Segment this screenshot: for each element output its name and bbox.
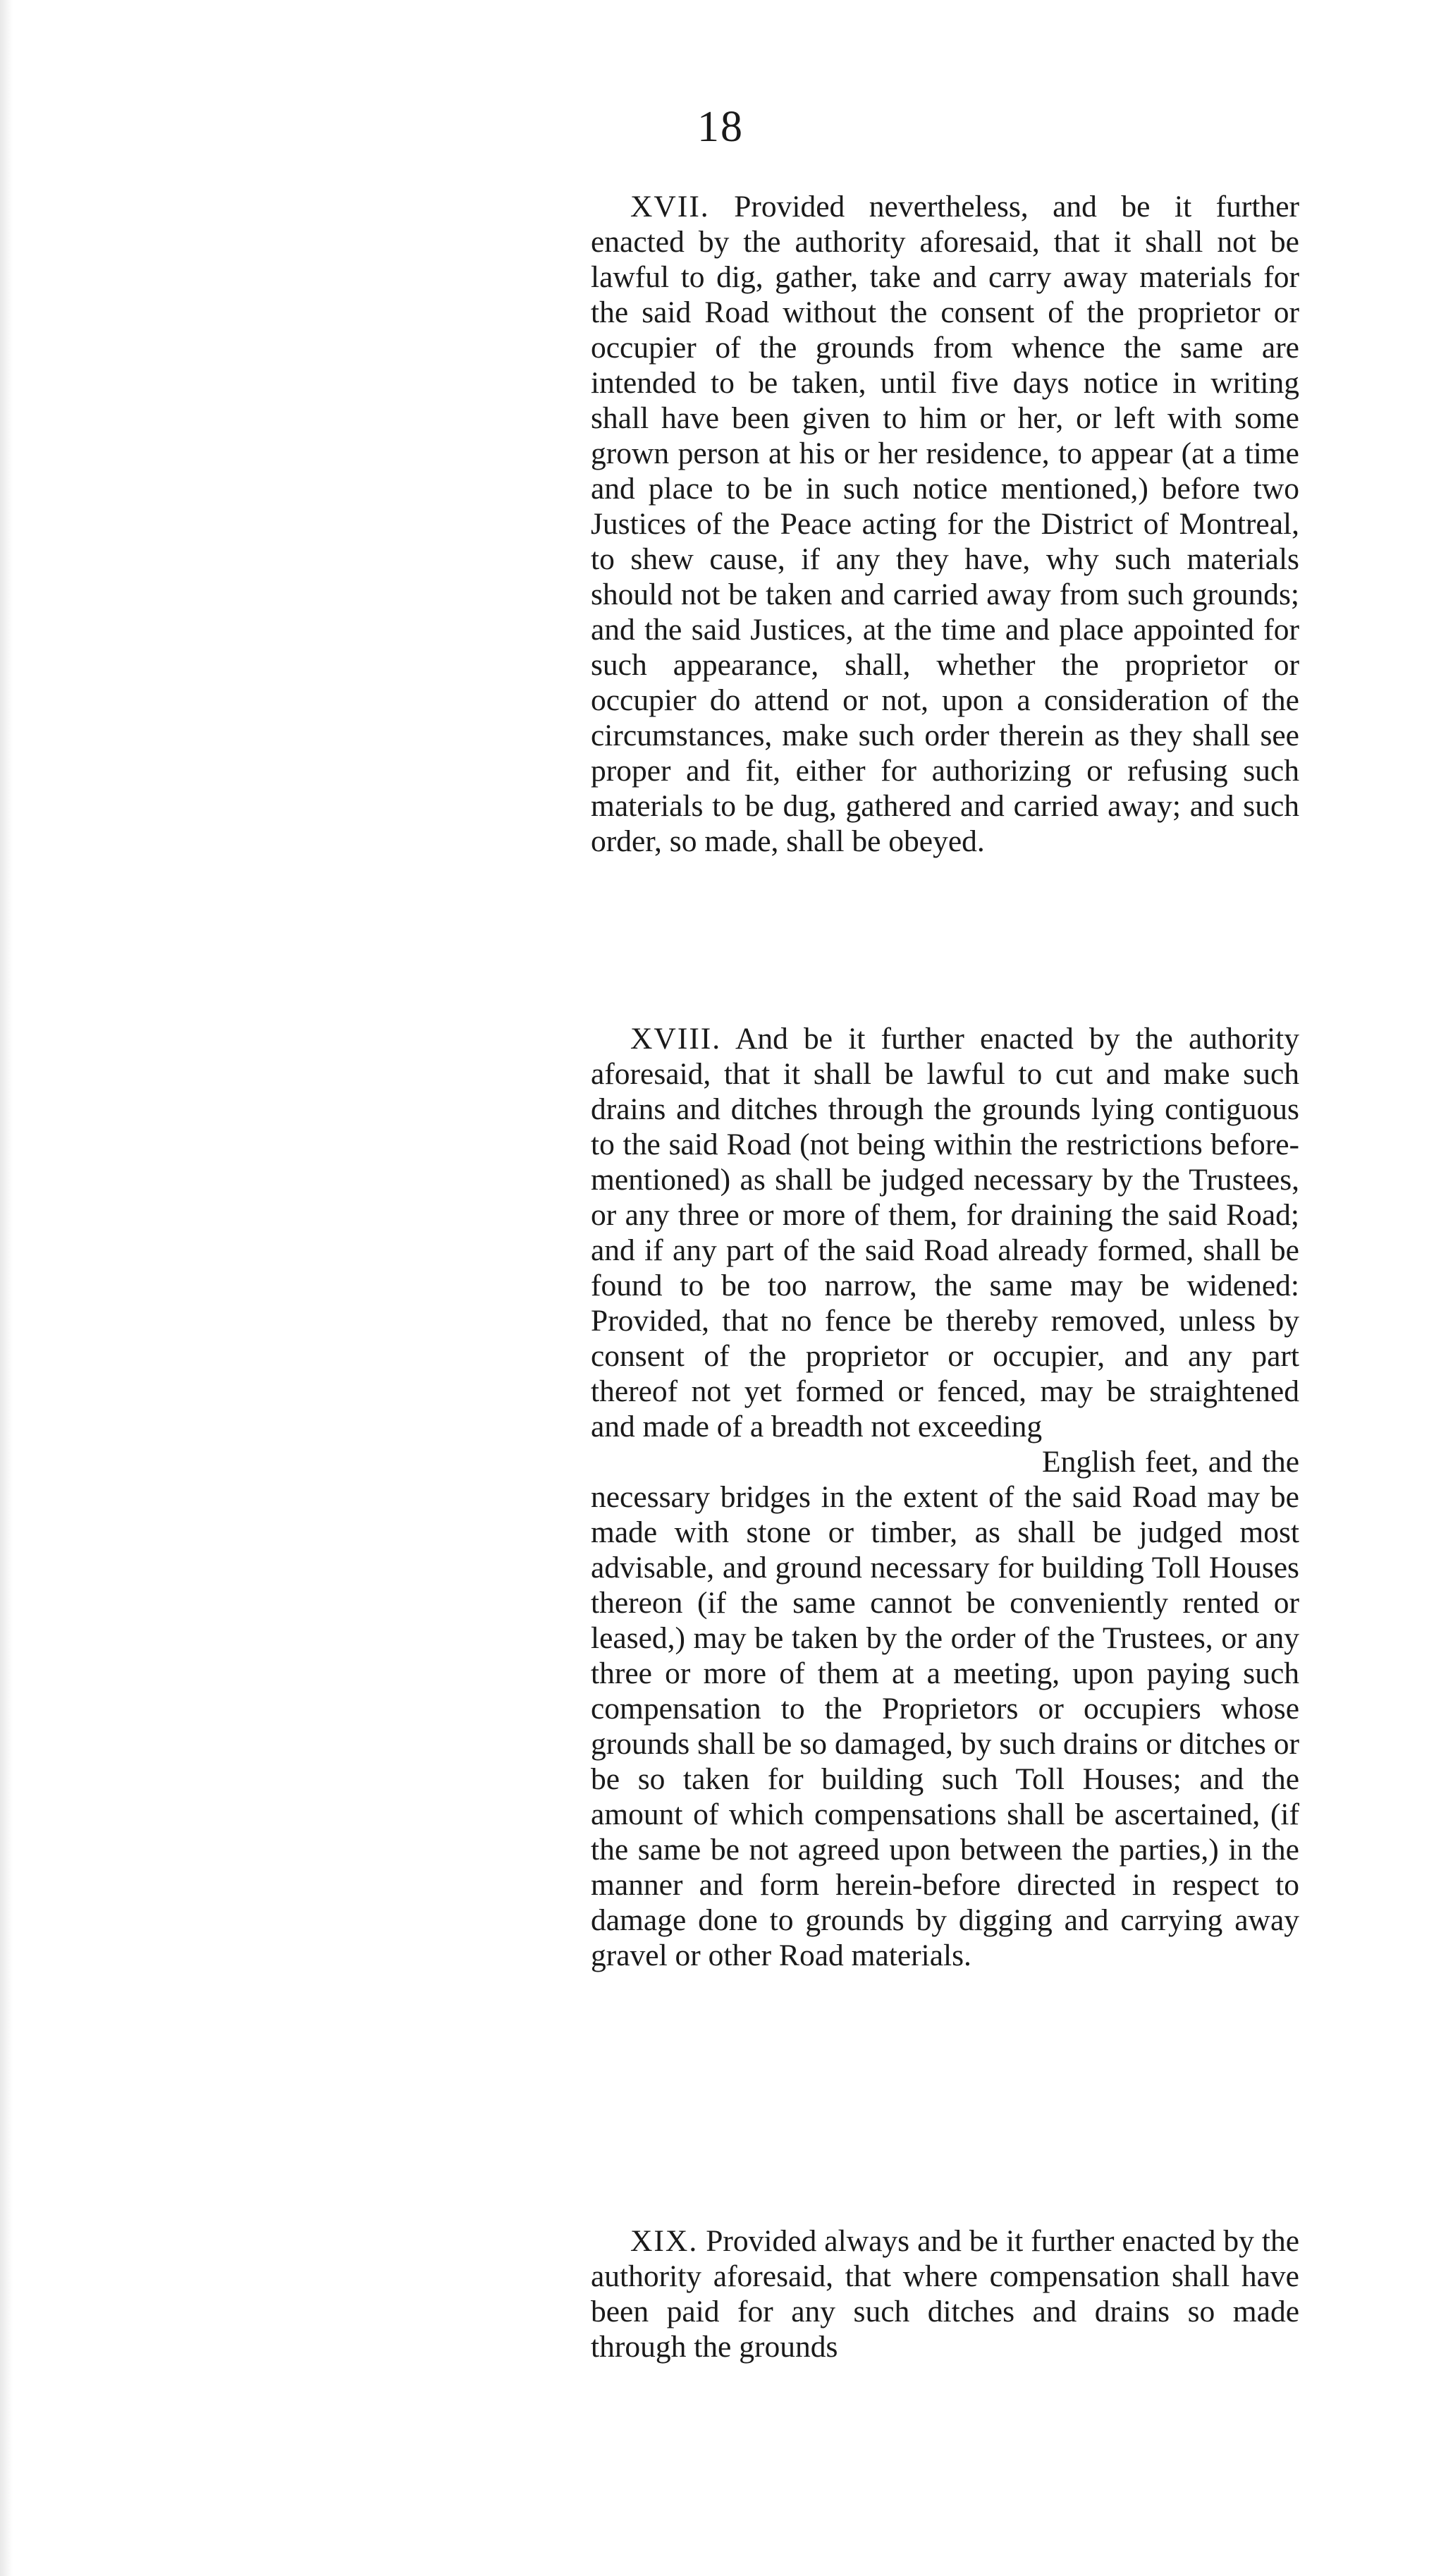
section-xix-paragraph bbox=[591, 2223, 1299, 2364]
section-xvii-paragraph bbox=[591, 189, 1299, 859]
section-text: Provided always and be it further enacted by the authority aforesaid, that where compensation shall have been paid for any such ditches and drains so made through the grounds bbox=[591, 2224, 1299, 2364]
section-text: And be it further enacted by the authority aforesaid, that it shall be lawful to cut and make such drains and ditches through the grounds lying contiguous to the said Road (not being within the restrictions before-mentioned) as shall be judged necessary by the Trustees, or any three or more of them, for draining the said Road; and if any part of the said Road already formed, shall be found to be too narrow, the same may be widened: Provided, that no fence be thereby removed, unless by consent of the proprietor or occupier, and any part thereof not yet formed or fenced, may be straightened and made of a breadth not exceeding bbox=[591, 1022, 1299, 1443]
section-number: XVIII. bbox=[630, 1022, 722, 1056]
section-xix bbox=[591, 2223, 1299, 2364]
section-xviii bbox=[591, 1021, 1299, 1973]
section-number: XIX. bbox=[630, 2224, 699, 2258]
page-number: 18 bbox=[697, 103, 744, 151]
section-number: XVII. bbox=[630, 190, 710, 224]
page-edge-shadow bbox=[0, 0, 13, 2576]
section-text: Provided nevertheless, and be it further enacted by the authority aforesaid, that it shall not be lawful to dig, gather, take and carry away materials for the said Road without the consent of the proprietor or occupier of the grounds from whence the same are intended to be taken, until five days notice in writing shall have been given to him or her, or left with some grown person at his or her residence, to appear (at a time and place to be in such notice mentioned,) before two Justices of the Peace acting for the District of Montreal, to shew cause, if any they have, why such materials should not be taken and carried away from such grounds; and the said Justices, at the time and place appointed for such appearance, shall, whether the proprietor or occupier do attend or not, upon a consideration of the circumstances, make such order therein as they shall see proper and fit, either for authorizing or refusing such materials to be dug, gathered and carried away; and such order, so made, shall be obeyed. bbox=[591, 190, 1300, 858]
section-xviii-paragraph bbox=[591, 1021, 1299, 1444]
section-xviii-continuation: English feet, and the necessary bridges in the extent of the said Road may be made with stone or timber, as shall be judged most advisable, and ground necessary for building Toll Houses thereon (if the same cannot be conveniently rented or leased,) may be taken by the order of the Trustees, or any three or more of them at a meeting, upon paying such compensation to the Proprietors or occupiers whose grounds shall be so damaged, by such drains or ditches or be so taken for building such Toll Houses; and the amount of which compensations shall be ascertained, (if the same be not agreed upon between the parties,) in the manner and form herein-before directed in respect to damage done to grounds by digging and carrying away gravel or other Road materials. bbox=[591, 1445, 1299, 1972]
section-xvii bbox=[591, 189, 1299, 859]
